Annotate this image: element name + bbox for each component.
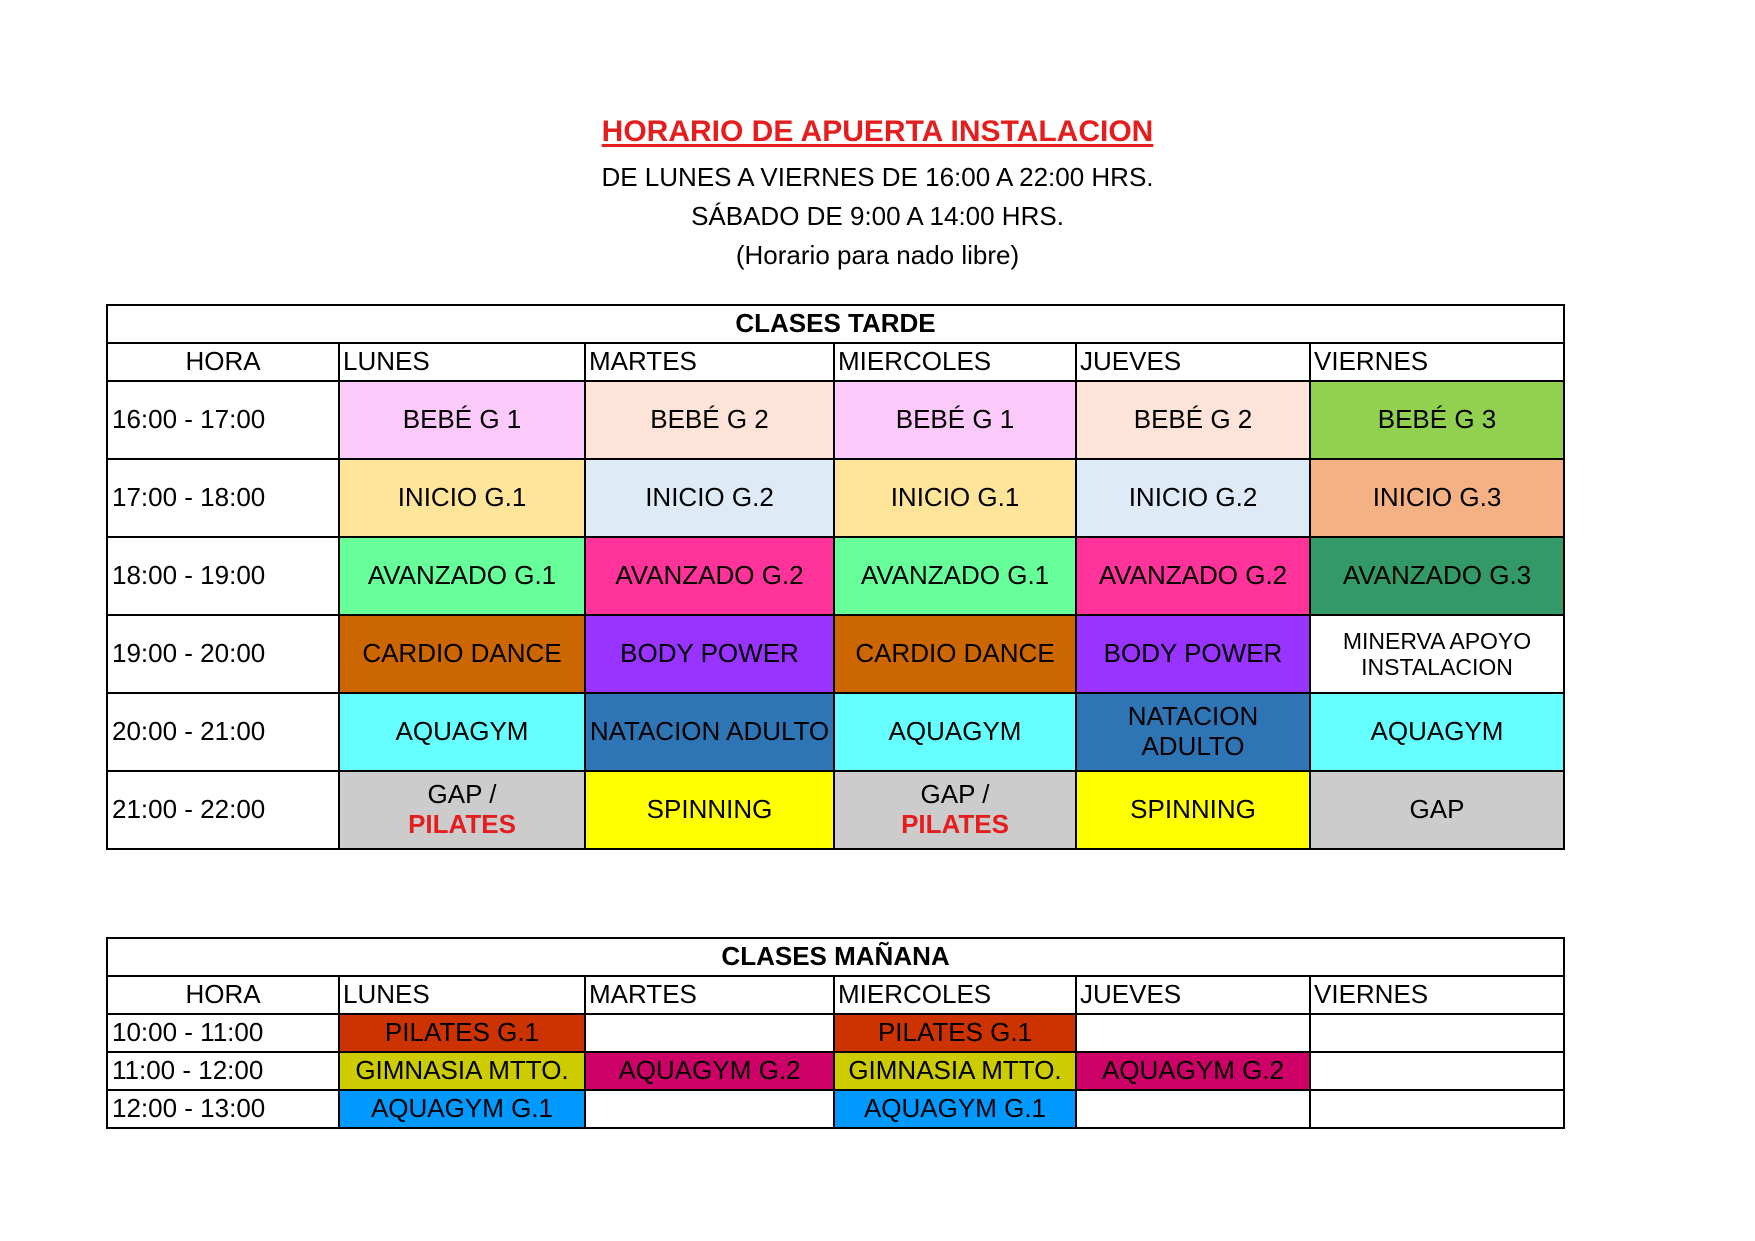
table-row [107,537,1564,615]
class-name: BEBÉ G 2 [1133,404,1253,435]
class-cell [834,1052,1076,1090]
header-row [107,343,1564,381]
hour-cell: 18:00 - 19:00 [107,537,339,615]
column-header-hora: HORA [107,343,339,381]
hour-cell: 19:00 - 20:00 [107,615,339,693]
class-cell [834,459,1076,537]
table-row [107,381,1564,459]
class-cell [339,693,585,771]
class-name: GIMNASIA MTTO. [848,1055,1062,1086]
class-cell [339,381,585,459]
class-cell [585,459,834,537]
class-cell [1310,1014,1564,1052]
class-name: SPINNING [646,794,773,825]
caption-row [107,305,1564,343]
column-header-jueves: JUEVES [1076,976,1310,1014]
table-row [107,693,1564,771]
class-cell [1076,771,1310,849]
class-name: AQUAGYM G.2 [1101,1055,1285,1086]
class-cell [1076,1052,1310,1090]
class-cell [1076,537,1310,615]
class-cell [585,381,834,459]
class-name: GIMNASIA MTTO. [355,1055,569,1086]
class-name: CARDIO DANCE [362,638,562,669]
class-name: BEBÉ G 3 [1377,404,1497,435]
table-row [107,1090,1564,1128]
hour-cell: 11:00 - 12:00 [107,1052,339,1090]
class-name: PILATES G.1 [877,1017,1033,1048]
column-header-martes: MARTES [585,976,834,1014]
class-name: INICIO G.2 [1128,482,1258,513]
column-header-lunes: LUNES [339,343,585,381]
class-cell [1310,459,1564,537]
column-header-viernes: VIERNES [1310,976,1564,1014]
class-cell [339,1052,585,1090]
class-name: BEBÉ G 1 [895,404,1015,435]
class-name: AQUAGYM G.1 [370,1093,554,1124]
table-row [107,615,1564,693]
class-cell [1310,537,1564,615]
class-name: GAP / [427,779,497,810]
class-cell [1310,381,1564,459]
column-header-lunes: LUNES [339,976,585,1014]
class-name: AQUAGYM [888,716,1022,747]
class-name: AVANZADO G.1 [860,560,1050,591]
class-cell [585,615,834,693]
class-name-highlight: PILATES [901,809,1009,839]
class-cell [1310,615,1564,693]
class-cell [339,615,585,693]
class-cell [1310,1090,1564,1128]
class-name: AQUAGYM [1370,716,1504,747]
caption-row [107,938,1564,976]
class-name: INICIO G.1 [397,482,527,513]
class-cell [1076,381,1310,459]
class-cell [834,381,1076,459]
class-cell [834,771,1076,849]
page-title: HORARIO DE APUERTA INSTALACION [601,115,1154,148]
hour-cell: 12:00 - 13:00 [107,1090,339,1128]
class-cell [1310,693,1564,771]
class-cell [1310,771,1564,849]
class-cell [339,1014,585,1052]
class-cell [339,771,585,849]
table-caption: CLASES TARDE [107,305,1564,343]
table-row [107,1014,1564,1052]
class-name: AVANZADO G.1 [367,560,557,591]
class-name: BEBÉ G 1 [402,404,522,435]
saturday-hours: SÁBADO DE 9:00 A 14:00 HRS. [691,201,1064,231]
class-name: BEBÉ G 2 [650,404,769,435]
class-name: BODY POWER [620,638,799,669]
class-cell [834,1090,1076,1128]
column-header-hora: HORA [107,976,339,1014]
class-name-highlight: PILATES [408,809,516,839]
class-name: SPINNING [1130,794,1256,825]
class-cell [1076,615,1310,693]
column-header-martes: MARTES [585,343,834,381]
table-caption: CLASES MAÑANA [107,938,1564,976]
weekday-hours: DE LUNES A VIERNES DE 16:00 A 22:00 HRS. [601,162,1154,192]
class-cell [585,537,834,615]
class-name: GAP [1409,794,1465,825]
column-header-jueves: JUEVES [1076,343,1310,381]
class-cell [834,615,1076,693]
class-name: BODY POWER [1103,638,1283,669]
header-row [107,976,1564,1014]
hour-cell: 21:00 - 22:00 [107,771,339,849]
hours-note: (Horario para nado libre) [735,240,1020,270]
class-cell [834,537,1076,615]
morning-schedule-table [106,937,1565,1129]
afternoon-schedule-table [106,304,1565,850]
column-header-miercoles: MIERCOLES [834,343,1076,381]
class-name: GAP / [920,779,990,810]
class-cell [585,1014,834,1052]
class-cell [834,1014,1076,1052]
class-cell [339,459,585,537]
class-name: INICIO G.1 [890,482,1020,513]
class-cell [585,1090,834,1128]
hour-cell: 16:00 - 17:00 [107,381,339,459]
class-cell [585,693,834,771]
class-name: CARDIO DANCE [855,638,1055,669]
hour-cell: 17:00 - 18:00 [107,459,339,537]
class-cell [339,1090,585,1128]
class-cell [1310,1052,1564,1090]
class-cell [585,771,834,849]
class-cell [1076,693,1310,771]
class-cell [1076,1014,1310,1052]
class-name: AVANZADO G.2 [1098,560,1288,591]
class-name: INICIO G.3 [1372,482,1502,513]
class-name: AVANZADO G.3 [1342,560,1532,591]
class-name: AQUAGYM G.1 [863,1093,1047,1124]
column-header-viernes: VIERNES [1310,343,1564,381]
class-name: NATACION ADULTO [589,716,830,747]
class-name: AVANZADO G.2 [615,560,804,591]
hour-cell: 20:00 - 21:00 [107,693,339,771]
class-cell [339,537,585,615]
column-header-miercoles: MIERCOLES [834,976,1076,1014]
table-row [107,771,1564,849]
hour-cell: 10:00 - 11:00 [107,1014,339,1052]
class-cell [585,1052,834,1090]
class-name: MINERVA APOYO INSTALACION [1342,627,1532,680]
class-name: INICIO G.2 [645,482,774,513]
class-cell [1076,459,1310,537]
class-name: NATACION ADULTO [1127,701,1259,761]
table-row [107,1052,1564,1090]
class-name: AQUAGYM G.2 [618,1055,801,1086]
class-cell [834,693,1076,771]
table-row [107,459,1564,537]
class-cell [1076,1090,1310,1128]
class-name: PILATES G.1 [384,1017,540,1048]
class-name: AQUAGYM [395,716,529,747]
